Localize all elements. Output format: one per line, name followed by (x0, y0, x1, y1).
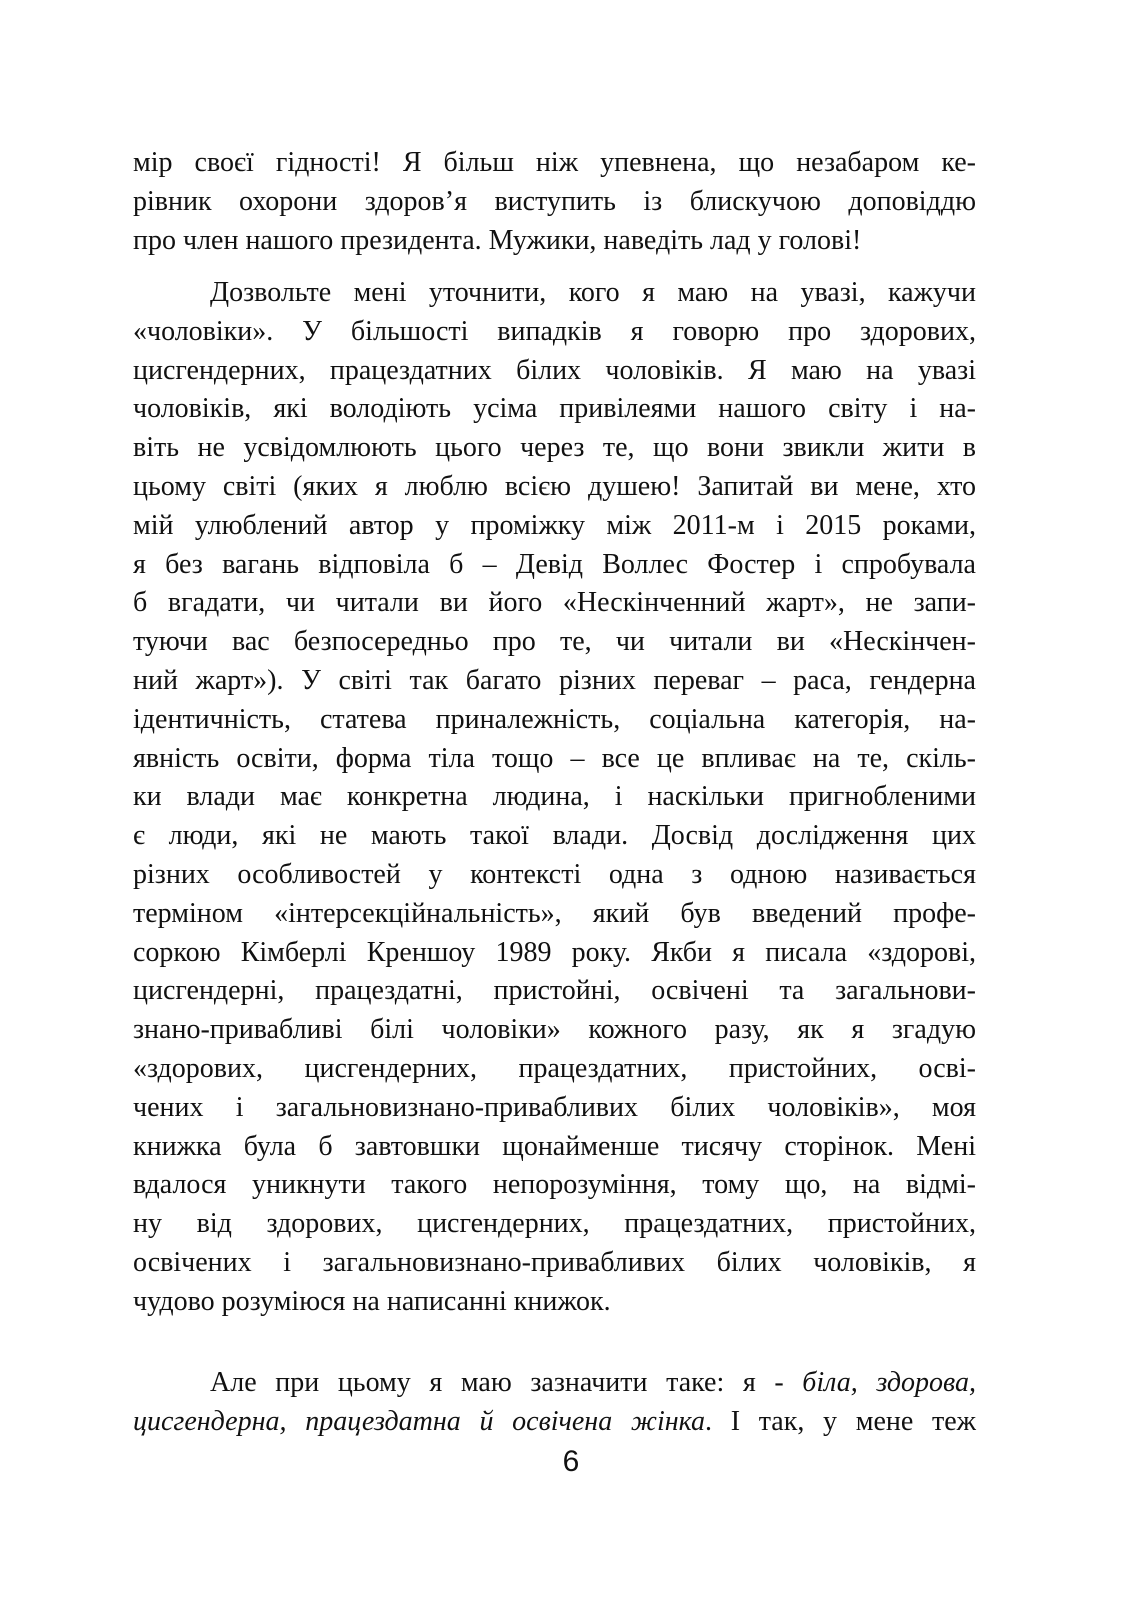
text-line: явність освіти, форма тіла тощо – все це впливає на те, скіль- (133, 742, 976, 774)
text-line: соркою Кімберлі Креншоу 1989 року. Якби я писала «здорові, (133, 936, 976, 968)
italic-segment: біла, здорова, (802, 1367, 977, 1398)
text-line: терміном «інтерсекційнальність», який був введений профе- (133, 897, 976, 929)
text-line: мій улюблений автор у проміжку між 2011-м і 2015 роками, (133, 509, 976, 541)
text-line: є люди, які не мають такої влади. Досвід дослідження цих (133, 820, 976, 852)
paragraph-2 (133, 274, 976, 1322)
paragraph-1 (133, 144, 976, 260)
text-line: б вгадати, чи читали ви його «Нескінченний жарт», не запи- (133, 587, 976, 619)
text-line: ки влади має конкретна людина, і наскільки пригнобленими (133, 781, 976, 813)
text-line: чудово розуміюся на написанні книжок. (133, 1285, 611, 1317)
text-line: ний жарт»). У світі так багато різних переваг – раса, гендерна (133, 664, 976, 696)
text-line: вдалося уникнути такого непорозуміння, тому що, на відмі- (133, 1169, 976, 1201)
text-line: Дозвольте мені уточнити, кого я маю на увазі, кажучи (210, 277, 976, 308)
text-line: різних особливостей у контексті одна з одною називається (133, 858, 976, 890)
text-line: «здорових, цисгендерних, працездатних, пристойних, осві- (133, 1052, 976, 1084)
text-line: про член нашого президента. Мужики, наведіть лад у голові! (133, 224, 862, 256)
text-line: рівник охорони здоров’я виступить із блискучою доповіддю (133, 185, 976, 217)
text-segment: Але при цьому я маю зазначити таке: я - (210, 1367, 803, 1398)
text-line: туючи вас безпосередньо про те, чи читали ви «Нескінчен- (133, 626, 976, 658)
text-segment: . І так, у мене теж (705, 1405, 976, 1437)
text-line (133, 1403, 976, 1442)
text-line: книжка була б завтовшки щонайменше тисячу сторінок. Мені (133, 1130, 976, 1162)
text-line: ну від здорових, цисгендерних, працездатних, пристойних, (133, 1208, 976, 1240)
text-line: освічених і загальновизнано-привабливих білих чоловіків, я (133, 1246, 976, 1278)
text-line: цисгендерних, працездатних білих чоловіків. Я маю на увазі (133, 354, 976, 386)
italic-segment: цисгендерна, працездатна й освічена жінка (133, 1405, 706, 1437)
text-line: чоловіків, які володіють усіма привілеями нашого світу і на- (133, 393, 976, 425)
text-line: чених і загальновизнано-привабливих білих чоловіків», моя (133, 1091, 976, 1123)
text-line: віть не усвідомлюють цього через те, що вони звикли жити в (133, 432, 976, 464)
text-line: ідентичність, статева приналежність, соціальна категорія, на- (133, 703, 976, 735)
text-line: я без вагань відповіла б – Девід Воллес Фостер і спробувала (133, 548, 976, 580)
page-number: 6 (562, 1445, 580, 1478)
text-line: мір своєї гідності! Я більш ніж упевнена, що незабаром ке- (133, 147, 976, 178)
text-line: цисгендерні, працездатні, пристойні, освічені та загальнови- (133, 975, 976, 1007)
text-line (133, 1364, 976, 1403)
text-line: цьому світі (яких я люблю всією душею! Запитай ви мене, хто (133, 470, 976, 502)
text-line: знано-привабливі білі чоловіки» кожного разу, як я згадую (133, 1014, 976, 1046)
text-line: «чоловіки». У більшості випадків я говорю про здорових, (133, 315, 976, 347)
paragraph-3 (133, 1364, 976, 1442)
